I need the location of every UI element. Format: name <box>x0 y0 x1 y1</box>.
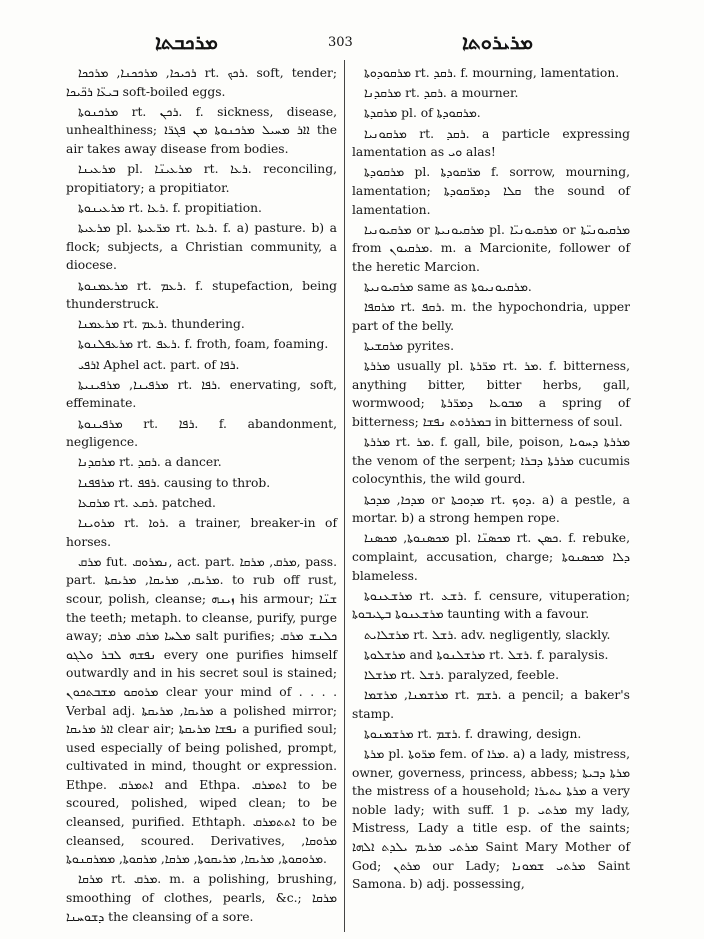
entry-text: ܡܪܪܬܐ rt. ܡܪ. f. gall, bile, poison, ܡܪܪܬܐ ܕܚܘܝܐ the venom of the serpent; ܡܪܪܬܐ ܕܒܪܐ cucumis colocynthis, the wild gourd. <box>352 435 630 487</box>
dictionary-entry <box>352 666 630 685</box>
dictionary-entry <box>66 415 337 452</box>
entry-text: ܡܪܩܕܢܐ rt. ܪܩܕ. a dancer. <box>78 455 222 470</box>
column-divider <box>344 60 345 932</box>
dictionary-entry <box>66 315 337 334</box>
dictionary-entry <box>352 745 630 894</box>
dictionary-entry <box>352 357 630 431</box>
dictionary-entry <box>352 104 630 123</box>
entry-text: ܡܪܩܫܝܬܐ pyrites. <box>364 339 455 354</box>
entry-text: ܡܪܩܕܢܐ rt. ܪܩܕ. a mourner. <box>364 86 519 101</box>
dictionary-entry <box>66 453 337 472</box>
dictionary-entry <box>66 494 337 513</box>
entry-text: ܡܪܩܐ rt. ܡܪܩ. m. a polishing, brushing, smoothing of clothes, pearls, &c.; ܡܪܩܐ ܕܫܘܚܢܐ the cleansing of a sore. <box>66 872 337 924</box>
dictionary-entry <box>66 474 337 493</box>
right-column <box>352 64 630 895</box>
entry-text: ܡܕܟܐ, ܡܕܟܬܐ or ܡܕܘܟܬܐ rt. ܕܘܟ. a) a pestle, a mortar. b) a strong hempen rope. <box>352 492 630 526</box>
dictionary-entry <box>352 433 630 489</box>
dictionary-entry <box>66 335 337 354</box>
dictionary-entry <box>66 219 337 275</box>
dictionary-entry <box>352 163 630 219</box>
dictionary-entry <box>66 514 337 551</box>
entry-text: ܡܪܥܝܢܐ pl. ܡܪܥܝܢ̈ܐ rt. ܪܥܐ. reconciling, propitiatory; a propitiator. <box>66 162 337 195</box>
entry-text: ܡܪܦܝܢܐ, ܡܪܦܝܢܝܬܐ rt. ܪܦܐ. enervating, soft, effeminate. <box>66 377 337 411</box>
dictionary-entry <box>66 870 337 926</box>
entry-text: ܡܪܩܦܐ rt. ܪܩܦ. m. the hypochondria, upper part of the belly. <box>352 300 630 333</box>
dictionary-entry <box>352 64 630 83</box>
dictionary-entry <box>66 103 337 159</box>
entry-text: ܐܪܦܝ Aphel act. part. of ܪܦܐ. <box>78 357 240 372</box>
entry-text: ܪܟܝܟܐ, ܡܪܟܟܢܐ, ܡܪܟܟܐ rt. ܪܟܟ. soft, tender; ܒܝܥ̈ܐ ܪܟ̈ܝܟܐ soft-boiled eggs. <box>66 66 338 99</box>
dictionary-entry <box>352 626 630 645</box>
left-column <box>66 64 337 928</box>
dictionary-entry <box>66 160 337 197</box>
entry-text: ܡܪܩܥܐ rt. ܪܩܥ. patched. <box>78 495 216 510</box>
entry-text: ܡܪܥܝܢܘܬܐ rt. ܪܥܐ. f. propitiation. <box>78 200 262 215</box>
entry-text: ܡܪܫܠܘܬܐ and ܡܪܫܠܢܘܬܐ rt. ܪܫܠ. f. paralysis. <box>364 647 609 662</box>
dictionary-entry <box>66 199 337 218</box>
dictionary-entry <box>352 84 630 103</box>
entry-text: ܡܪܫܡܢܘܬܐ rt. ܪܫܡ. f. drawing, design. <box>364 726 582 741</box>
entry-text: ܡܪܥܦܠܢܘܬܐ rt. ܪܥܦ. f. froth, foam, foaming. <box>78 337 329 352</box>
entry-text: ܡܪܩܝܘܢܝܐ or ܡܪܩܝܘܢܝܬܐ pl. ܡܪܩܝܘܢܝ̈ܐ or ܡܪܩܝܘܢܝ̈ܬܐ from ܡܪܩܝܘܢ. m. a Marcionite, follower of the heretic Marcion. <box>352 222 631 274</box>
entry-text: ܡܪܘܝܢܐ rt. ܪܘܐ. a trainer, breaker-in of horses. <box>66 515 337 549</box>
dictionary-entry <box>352 725 630 744</box>
entry-text: ܡܪܟܢܘܬܐ rt. ܪܟܢ. f. sickness, disease, unhealthiness; ܐܐܪ ܡܚܝܠ ܡܪܟܢܘܬܐ ܡܢ ܦܓܪ̈ܐ the air takes away disease from bodies. <box>66 104 338 156</box>
entry-text: ܡܟܣܢܘܬܐ, ܡܟܣܢܐ pl. ܡܟܣܢ̈ܐ rt. ܟܣܢ. f. rebuke, complaint, accusation, charge; ܕܠܐ ܡܟܣܢܘܬܐ blameless. <box>352 531 630 583</box>
dictionary-entry <box>66 64 337 101</box>
dictionary-entry <box>352 221 630 277</box>
entry-text: ܡܪܥܡܢܐ rt. ܪܥܡ. thundering. <box>78 317 245 332</box>
page-number: 303 <box>328 35 353 50</box>
dictionary-entry <box>66 356 337 375</box>
dictionary-entry <box>352 298 630 335</box>
entry-text: ܡܪܥܝܬܐ pl. ܡܪ̈ܥܝܬܐ rt. ܪܥܐ. f. a) pasture. b) a flock; subjects, a Christian community, a diocese. <box>66 221 338 273</box>
dictionary-entry <box>66 553 337 869</box>
entry-text: ܡܪܫܥܢܘܬܐ rt. ܪܫܥ. f. censure, vituperation; ܡܪܫܥܢܘܬܐ ܒܛܝܒܘܬܐ taunting with a favour. <box>352 588 630 622</box>
page-header <box>0 30 704 60</box>
entry-text: ܡܪܩܕܬܐ pl. of ܡܪܩܘܕܬܐ. <box>364 106 481 121</box>
dictionary-entry <box>352 337 630 356</box>
entry-text: ܡܪܩ fut. ܢܡܪܘܩ, act. part. ܡܪܩ, ܡܪܩܐ, pass. part. ܡܪܝܩ, ܡܪܝܩܐ, ܡܪܝܩܬܐ. to rub off rust, scour, polish, cleanse; ܙܝܢܗ his armour; ܫܢ̈ܐ the teeth; metaph. to cleanse, purify, purge away; ܡܠܚܐ ܡܪܩ ܡܪܩ salt purifies; ܟܠܢܫ ܡܪܩ ܢܦܫܗ ܠܒܪ ܘܠܓܘ every one purifies himself outwardly and in his secret soul is stained; ܡܪܘܩܘ ܡܫܒܬܟܘܢ clear your mind of . . . . Verbal adj. ܡܪܝܩܐ, ܡܪܝܩܬܐ a polished mirror; ܐܐܪ ܡܪܝܩܐ clear air; ܢܦܫܐ ܡܪܝܩܬܐ a purified soul; used especially of being polished, prompt, cultivated in mind, thought or expression. Ethpe. ܐܬܡܪܩ and Ethpa. ܐܬܡܪܩ to be scoured, polished, wiped clean; to be cleansed, purified. Ethtaph. ܐܬܬܡܪܩ to be cleansed, scoured. Derivatives, ܡܪܘܩܐ, ܡܪܘܩܘܬܐ, ܡܪܝܩܐ, ܡܪܝܩܘܬܐ, ܡܪܩܐ, ܡܪܩܘܬܐ, ܡܡܪܩܢܘܬܐ. <box>66 554 338 867</box>
dictionary-entry <box>352 278 630 297</box>
entry-text: ܡܪܫܡܢܐ, ܡܪܫܡܐ rt. ܪܫܡ. a pencil; a baker's stamp. <box>352 688 630 721</box>
dictionary-entry <box>66 277 337 314</box>
entry-text: ܡܪܩܝܘܢܝܬܐ same as ܡܪܩܝܘܢܝܘܬܐ. <box>364 280 532 295</box>
dictionary-entry <box>352 686 630 723</box>
dictionary-entry <box>352 646 630 665</box>
running-head-left: ܡܪܟܒܬܐ <box>155 30 218 54</box>
entry-text: ܡܪܪܬܐ usually pl. ܡܪ̈ܪܬܐ rt. ܡܪ. f. bitterness, anything bitter, bitter herbs, gall, wormwood; ܡܒܘܥܐ ܕܡܪ̈ܪܬܐ a spring of bitterness; ܒܡܪܪܘܬ ܢܦܫܐ in bitterness of soul. <box>352 359 631 430</box>
entry-text: ܡܪܦܦܢܐ rt. ܪܦܦ. causing to throb. <box>78 475 271 490</box>
dictionary-entry <box>352 529 630 585</box>
entry-text: ܡܪܥܡܢܘܬܐ rt. ܪܥܡ. f. stupefaction, being thunderstruck. <box>66 278 337 312</box>
running-head-right: ܡܪܝܪܘܬܐ <box>462 30 534 54</box>
entry-text: ܡܪܩܘܕܬܐ pl. ܡܪ̈ܩܘܕܬܐ f. sorrow, mourning, lamentation; ܩܠܐ ܕܡܪ̈ܩܘܕܬܐ the sound of lamentation. <box>352 165 630 217</box>
dictionary-entry <box>66 376 337 413</box>
entry-text: ܡܪܩܘܢܝܐ rt. ܪܩܕ. a particle expressing lamentation as ܘܝ alas! <box>352 126 630 160</box>
dictionary-entry <box>352 587 630 624</box>
dictionary-entry <box>352 125 630 162</box>
entry-text: ܡܪܫܠܐ rt. ܪܫܠ. paralyzed, feeble. <box>364 667 559 682</box>
entry-text: ܡܪܦܝܢܘܬܐ rt. ܪܦܐ. f. abandonment, negligence. <box>66 416 338 450</box>
entry-text: ܡܪܩܘܕܘܬܐ rt. ܪܩܕ. f. mourning, lamentation. <box>364 66 620 80</box>
dictionary-entry <box>352 491 630 528</box>
entry-text: ܡܪܬܐ pl. ܡܪ̈ܘܬܐ fem. of ܡܪܐ. a) a lady, mistress, owner, governess, princess, abbess; ܡܪܬܐ ܕܒܝܬܐ the mistress of a household; ܡܪܬܐ ܝܬܝܪܐ a very noble lady; with suff. 1 p. ܡܪܬܝ my lady, Mistress, Lady a title esp. of the saints; ܡܪܬܝ ܡܪܝܡ ܝܠܕܬ ܐܠܗܐ Saint Mary Mother of God; ܡܪܬܢ our Lady; ܡܪܬܝ ܫܡܘܢܐ Saint Samona. b) adj. possessing, <box>352 747 631 892</box>
entry-text: ܡܪܫܠܐܝܬ rt. ܪܫܠ. adv. negligently, slackly. <box>364 627 611 642</box>
